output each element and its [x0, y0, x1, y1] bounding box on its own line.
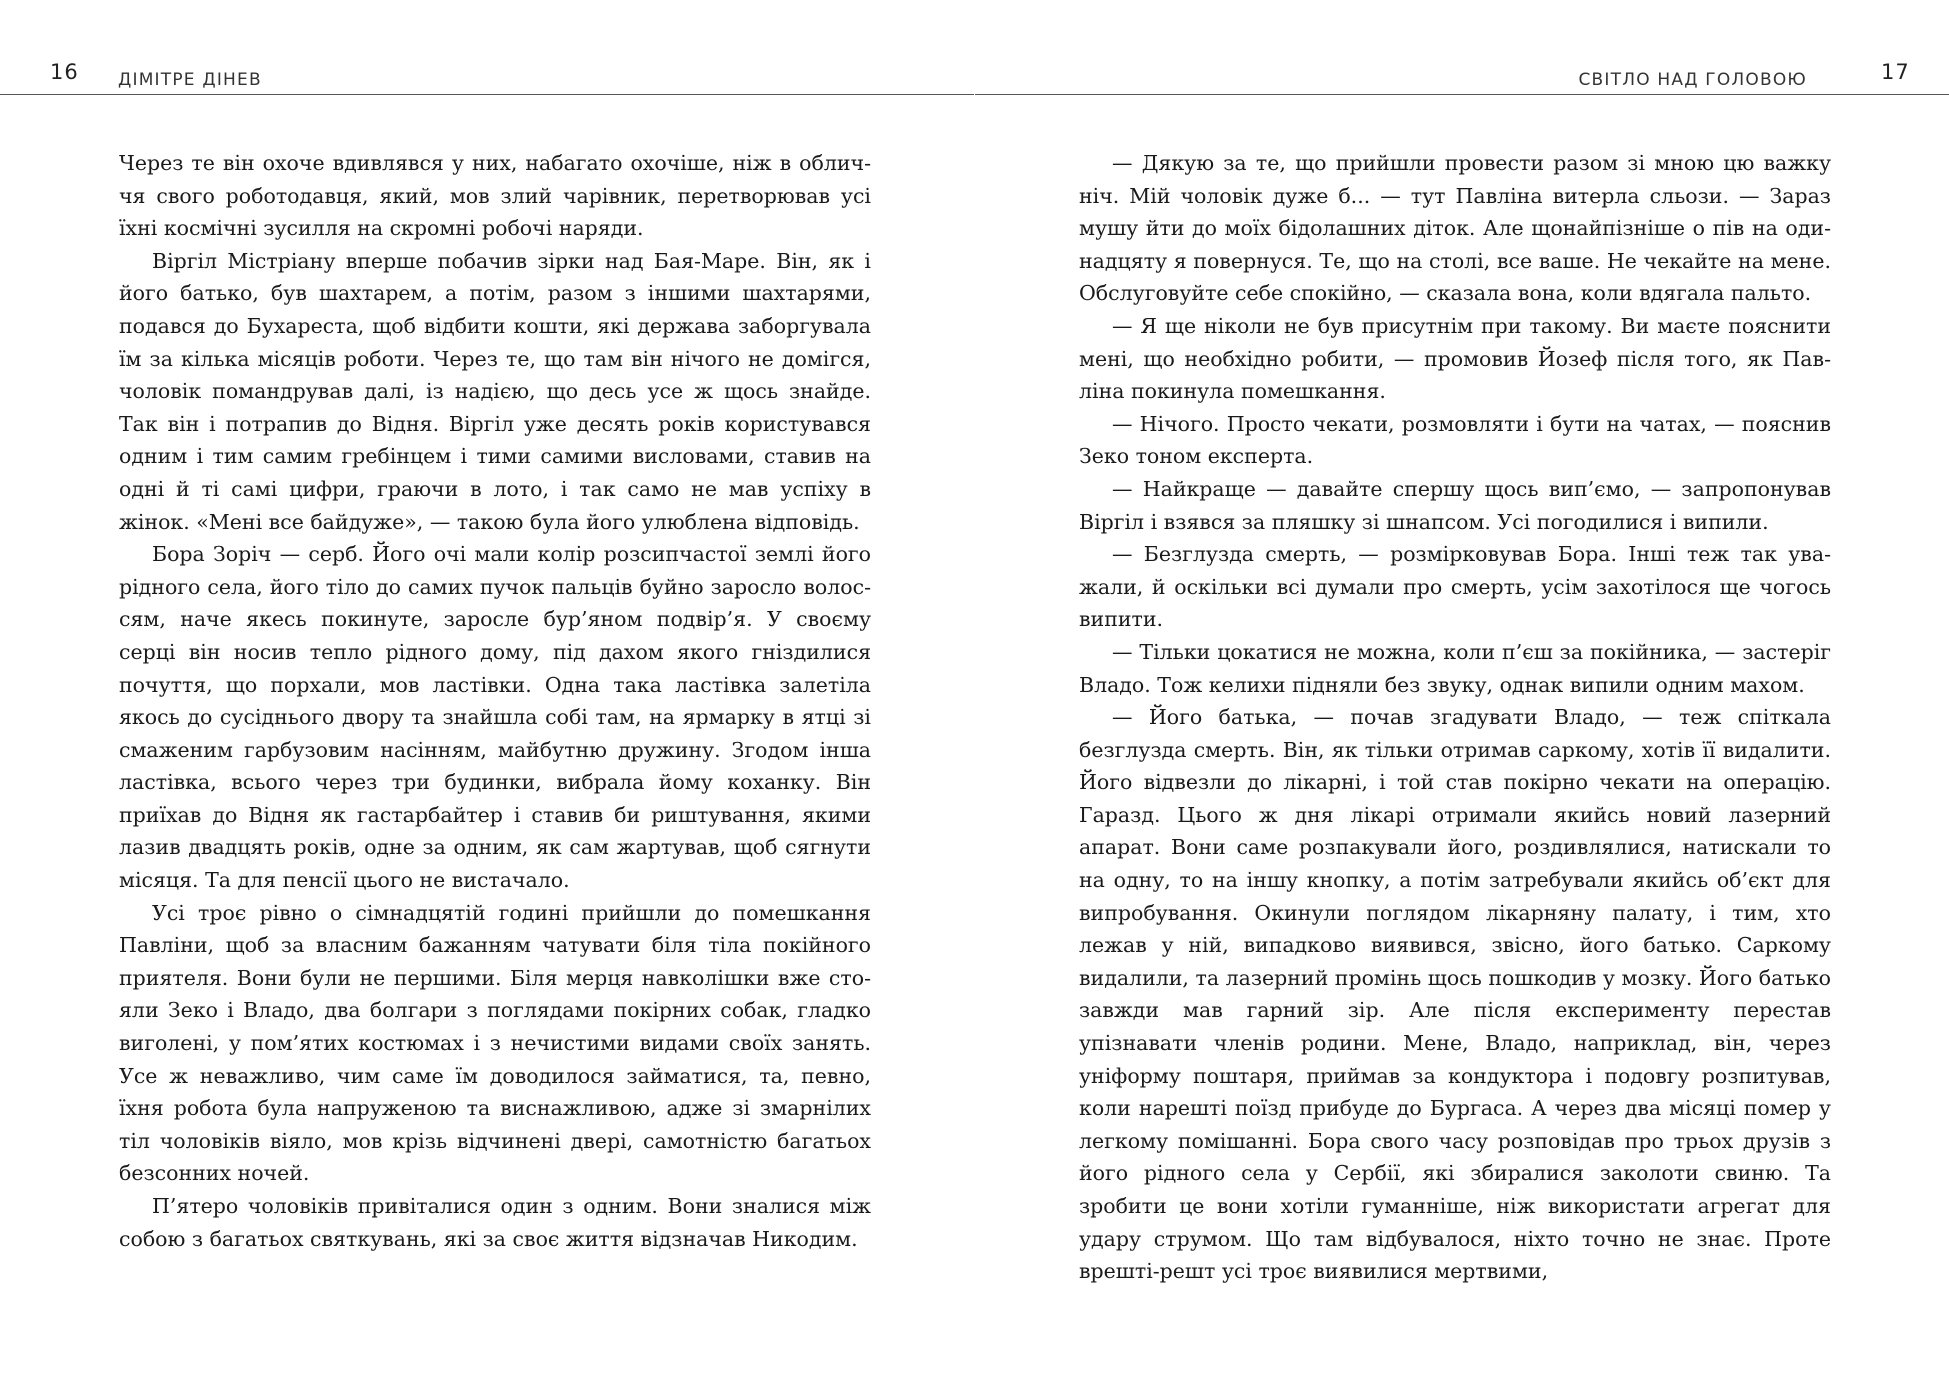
left-page-body [119, 147, 871, 1255]
paragraph: Через те він охоче вдивлявся у них, набагато охочіше, ніж в обличчя свого роботодавця, який, мов злий чарівник, перетворював усі їхні космічні зусилля на скромні робочі наряди. [119, 151, 871, 241]
running-head-author: ДІМІТРЕ ДІНЕВ [118, 70, 262, 95]
paragraph: — Його батька, — почав згадувати Владо, — теж спіткала безглузда смерть. Він, як тільки отримав саркому, хотів її видалити. Його відвезли до лікарні, і той став покірно чекати на операцію. Гаразд. Цього ж дня лікарі отримали якийсь новий лазерний апарат. Вони саме розпакували його, роздивлялися, натискали то на одну, то на іншу кнопку, а потім затребували якийсь об’єкт для випробування. Окинули поглядом лікарняну палату, і тим, хто лежав у ній, випадково виявився, звісно, його батько. Саркому видалили, та лазерний промінь щось пошкодив у мозку. Його батько завжди мав гарний зір. Але після експерименту перестав упізнавати членів родини. Мене, Владо, наприклад, він, через уніформу поштаря, приймав за кондуктора і подовгу розпитував, коли нарешті поїзд прибуде до Бургаса. А через два місяці помер у легкому помішанні. Бора свого часу розповідав про трьох друзів з його рідного села у Сербії, які збиралися заколоти свиню. Та зробити це вони хотіли гуманніше, ніж використати агрегат для удару струмом. Що там відбувалося, ніхто точно не знає. Проте врешті-решт усі троє виявилися мертвими, [1079, 705, 1831, 1284]
header-rule-right [975, 94, 1949, 95]
running-head-title: СВІТЛО НАД ГОЛОВОЮ [1578, 70, 1807, 90]
paragraph: — Я ще ніколи не був присутнім при такому. Ви маєте пояснити мені, що необхідно робити, — промовив Йозеф після того, як Павліна покинула помешкання. [1079, 313, 1831, 404]
page-number-right: 17 [1881, 60, 1910, 84]
right-page-body [1079, 147, 1831, 1288]
paragraph: Віргіл Містріану вперше побачив зірки над Бая-Маре. Він, як і його батько, був шахтарем, а потім, разом з іншими шахтарями, подався до Бухареста, щоб відбити кошти, які держава заборгувала їм за кілька місяців роботи. Через те, що там він нічого не домігся, чоловік помандрував далі, із надією, що десь усе ж щось знайде. Так він і потрапив до Відня. Віргіл уже десять років користувався одним і тим самим гребінцем і тими самими висловами, ставив на одні й ті самі цифри, граючи в лото, і так само не мав успіху в жінок. «Мені все байдуже», — такою була його улюблена відповідь. [119, 248, 871, 534]
paragraph: — Нічого. Просто чекати, розмовляти і бути на чатах, — пояснив Зеко тоном експерта. [1079, 411, 1831, 469]
paragraph: П’ятеро чоловіків привіталися один з одним. Вони зналися між собою з багатьох святкувань, які за своє життя відзначав Никодим. [119, 1194, 871, 1251]
right-page [975, 0, 1949, 1388]
left-page [0, 0, 974, 1388]
page-number-left: 16 [50, 60, 79, 84]
paragraph: — Безглузда смерть, — розмірковував Бора. Інші теж так уважали, й оскільки всі думали про смерть, усім захотілося ще чогось випити. [1079, 542, 1831, 632]
paragraph: Бора Зоріч — серб. Його очі мали колір розсипчастої землі його рідного села, його тіло до самих пучок пальців буйно заросло волоссям, наче якесь покинуте, заросле бур’яном подвір’я. У своєму серці він носив тепло рідного дому, під дахом якого гніздилися почуття, що порхали, мов ластівки. Одна така ластівка залетіла якось до сусіднього двору та знайшла собі там, на ярмарку в ятці зі смаженим гарбузовим насінням, майбутню дружину. Згодом інша ластівка, всього через три будинки, вибрала йому коханку. Він приїхав до Відня як гастарбайтер і ставив би риштування, якими лазив двадцять років, одне за одним, як сам жартував, щоб сягнути місяця. Та для пенсії цього не вистачало. [119, 542, 871, 893]
paragraph: — Найкраще — давайте спершу щось вип’ємо, — запропонував Віргіл і взявся за пляшку зі шнапсом. Усі погодилися і випили. [1079, 476, 1831, 534]
paragraph: Усі троє рівно о сімнадцятій годині прийшли до помешкання Павліни, щоб за власним бажанням чатувати біля тіла покійного приятеля. Вони були не першими. Біля мерця навколішки вже стояли Зеко і Владо, два болгари з поглядами покірних собак, гладко виголені, у пом’ятих костюмах і з нечистими видами своїх занять. Усе ж неважливо, чим саме їм доводилося займатися, та, певно, їхня робота була напруженою та виснажливою, адже зі змарнілих тіл чоловіків віяло, мов крізь відчинені двері, самотністю багатьох безсонних ночей. [119, 900, 871, 1186]
paragraph: — Тільки цокатися не можна, коли п’єш за покійника, — застеріг Владо. Тож келихи підняли без звуку, однак випили одним махом. [1079, 639, 1831, 697]
paragraph: — Дякую за те, що прийшли провести разом зі мною цю важку ніч. Мій чоловік дуже б... — тут Павліна витерла сльози. — Зараз мушу йти до моїх бідолашних діток. Але щонайпізніше о пів на одинадцяту я повернуся. Те, що на столі, все ваше. Не чекайте на мене. Обслуговуйте себе спокійно, — сказала вона, коли вдягала пальто. [1079, 151, 1831, 306]
